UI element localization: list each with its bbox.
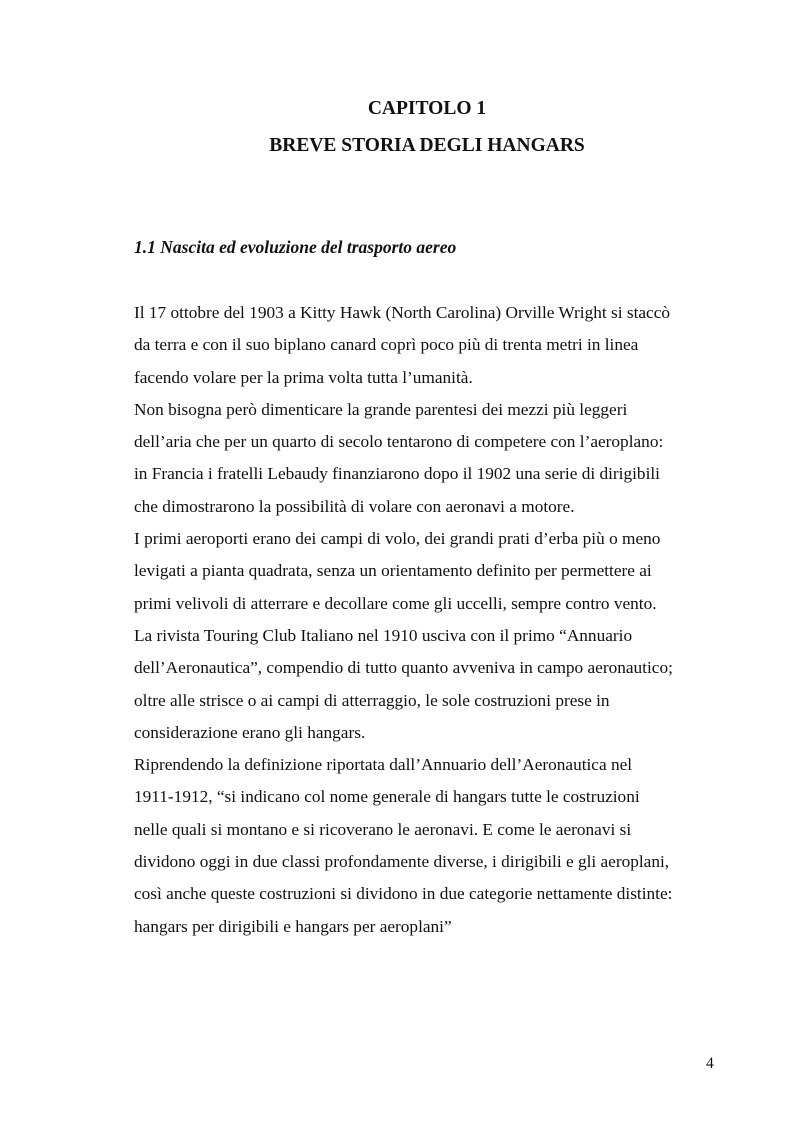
body-line: oltre alle strisce o ai campi di atterraggio, le sole costruzioni prese in [134, 690, 610, 710]
body-line: Il 17 ottobre del 1903 a Kitty Hawk (North Carolina) Orville Wright si staccò [134, 303, 671, 322]
chapter-title: BREVE STORIA DEGLI HANGARS [269, 135, 585, 156]
body-line: levigati a pianta quadrata, senza un orientamento definito per permettere ai [134, 561, 652, 581]
body-line: considerazione erano gli hangars. [134, 722, 366, 742]
body-line: 1911-1912, “si indicano col nome generale di hangars tutte le costruzioni [134, 787, 640, 807]
body-line: che dimostrarono la possibilità di volare con aeronavi a motore. [134, 496, 575, 516]
body-line: dell’Aeronautica”, compendio di tutto quanto avveniva in campo aeronautico; [134, 658, 673, 678]
body-line: nelle quali si montano e si ricoverano le aeronavi. E come le aeronavi si [134, 819, 632, 839]
body-line: hangars per dirigibili e hangars per aeroplani” [134, 916, 452, 936]
body-line: I primi aeroporti erano dei campi di volo, dei grandi prati d’erba più o meno [134, 529, 661, 549]
body-line: dell’aria che per un quarto di secolo tentarono di competere con l’aeroplano: [134, 432, 664, 452]
body-line: La rivista Touring Club Italiano nel 1910 usciva con il primo “Annuario [134, 625, 633, 645]
body-line: facendo volare per la prima volta tutta l’umanità. [134, 367, 473, 387]
body-line: così anche queste costruzioni si dividono in due categorie nettamente distinte: [134, 884, 673, 904]
body-line: da terra e con il suo biplano canard coprì poco più di trenta metri in linea [134, 335, 639, 355]
body-line: in Francia i fratelli Lebaudy finanziarono dopo il 1902 una serie di dirigibili [134, 464, 660, 484]
body-text [134, 297, 734, 943]
section-heading: 1.1 Nascita ed evoluzione del trasporto aereo [134, 237, 457, 257]
page-number: 4 [706, 1055, 714, 1072]
body-line: Non bisogna però dimenticare la grande parentesi dei mezzi più leggeri [134, 399, 628, 419]
body-line: primi velivoli di atterrare e decollare come gli uccelli, sempre contro vento. [134, 593, 657, 613]
body-line: Riprendendo la definizione riportata dall’Annuario dell’Aeronautica nel [134, 755, 633, 775]
body-line: dividono oggi in due classi profondamente diverse, i dirigibili e gli aeroplani, [134, 852, 670, 872]
chapter-number: CAPITOLO 1 [367, 98, 487, 119]
